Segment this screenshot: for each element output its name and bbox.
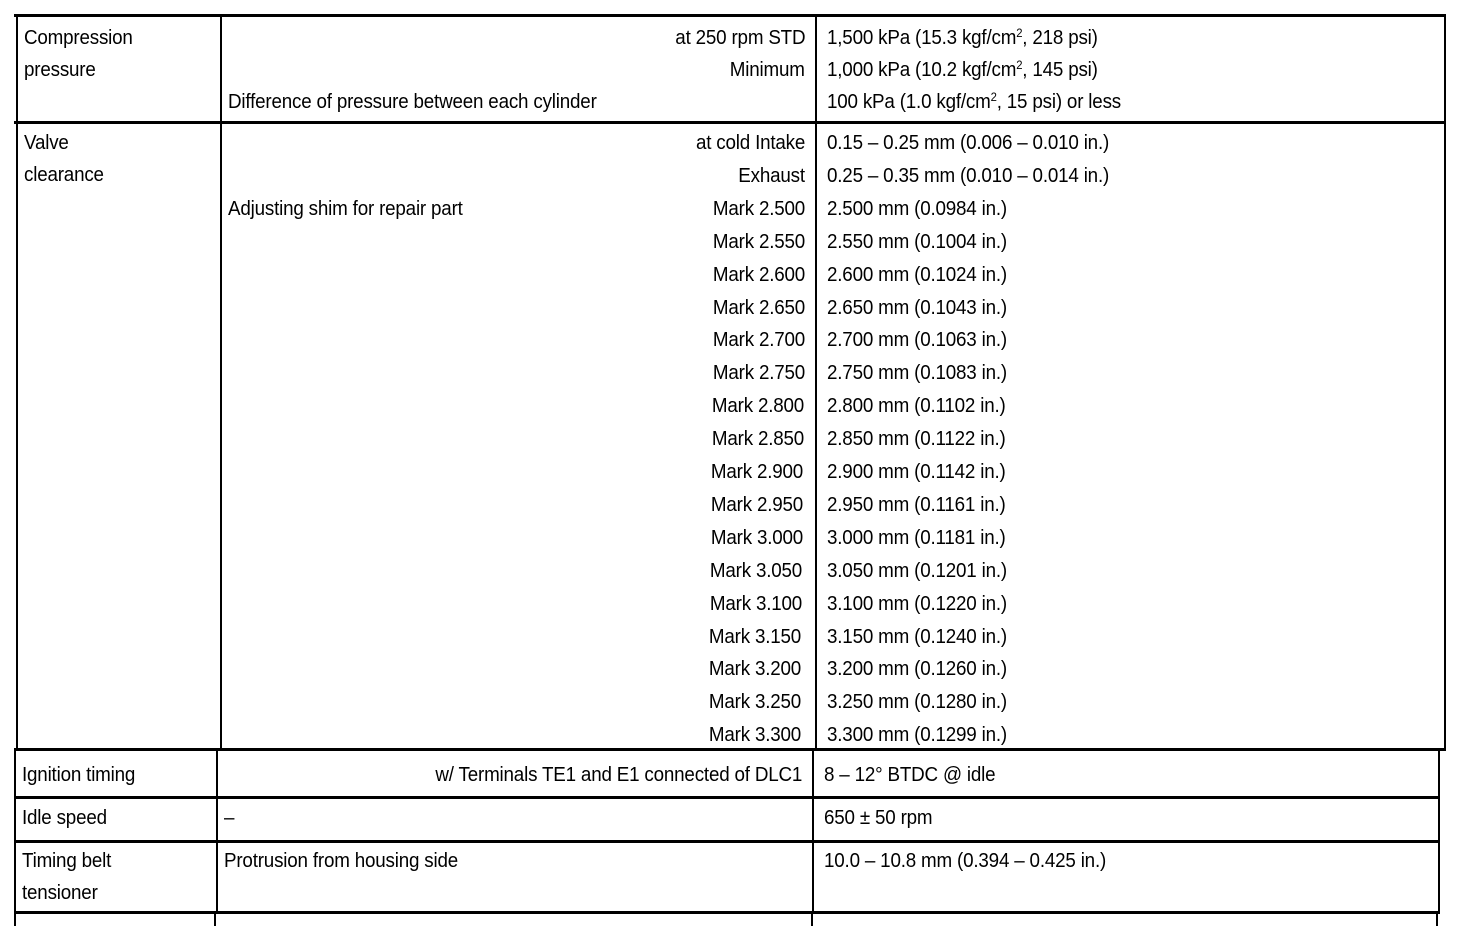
spec-value: 0.15 – 0.25 mm (0.006 – 0.010 in.) bbox=[827, 132, 1110, 154]
condition-label: Mark 3.100 bbox=[709, 592, 802, 615]
column-divider bbox=[16, 121, 18, 750]
condition-label: Mark 2.600 bbox=[712, 263, 805, 286]
spec-value: 3.000 mm (0.1181 in.) bbox=[827, 526, 1006, 549]
condition-label: Mark 2.800 bbox=[712, 395, 805, 418]
spec-value: 100 kPa (1.0 kgf/$cm^2$, 15 psi) or less bbox=[827, 90, 1121, 113]
column-divider bbox=[812, 748, 814, 798]
spec-value: 2.850 mm (0.1122 in.) bbox=[827, 428, 1006, 451]
spec-value: 3.300 mm (0.1299 in.) bbox=[827, 724, 1007, 747]
spec-value: 650 ± 50 rpm bbox=[824, 807, 933, 829]
item-name: Idle speed bbox=[22, 807, 107, 829]
row-divider bbox=[14, 911, 1440, 914]
condition-label: Mark 2.750 bbox=[712, 362, 805, 385]
column-divider bbox=[1438, 840, 1440, 913]
column-divider bbox=[815, 121, 817, 750]
condition-label: Mark 3.000 bbox=[710, 526, 803, 549]
spec-value: 2.950 mm (0.1161 in.) bbox=[827, 493, 1006, 516]
row-divider bbox=[14, 14, 1446, 17]
condition-label: – bbox=[224, 807, 235, 829]
spec-value: 2.500 mm (0.0984 in.) bbox=[827, 197, 1007, 220]
spec-value: 3.200 mm (0.1260 in.) bbox=[827, 658, 1007, 681]
spec-value: 0.25 – 0.35 mm (0.010 – 0.014 in.) bbox=[827, 164, 1110, 187]
column-divider bbox=[1444, 121, 1446, 750]
column-divider bbox=[1438, 748, 1440, 798]
item-name: Compression bbox=[24, 27, 133, 49]
column-divider bbox=[1436, 911, 1438, 926]
spec-value: 2.650 mm (0.1043 in.) bbox=[827, 296, 1007, 319]
condition-label: Difference of pressure between each cylinder bbox=[228, 91, 597, 113]
condition-label: Mark 2.650 bbox=[712, 296, 805, 319]
item-name: Valve bbox=[24, 132, 69, 154]
item-name: Ignition timing bbox=[22, 764, 136, 786]
condition-label: Minimum bbox=[730, 59, 805, 81]
condition-label: Mark 3.200 bbox=[708, 658, 801, 681]
column-divider bbox=[14, 840, 16, 913]
spec-value: 2.550 mm (0.1004 in.) bbox=[827, 230, 1007, 253]
condition-label: Mark 2.900 bbox=[711, 461, 804, 483]
column-divider bbox=[811, 911, 813, 926]
spec-value: 1,000 kPa (10.2 kgf/$cm^2$, 145 psi) bbox=[827, 58, 1098, 81]
column-divider bbox=[812, 840, 814, 913]
column-divider bbox=[216, 840, 218, 913]
column-divider bbox=[214, 911, 216, 926]
item-name: tensioner bbox=[22, 882, 98, 904]
column-divider bbox=[1444, 14, 1446, 123]
item-name: Timing belt bbox=[22, 850, 112, 872]
column-divider bbox=[216, 796, 218, 842]
condition-label: Mark 3.050 bbox=[710, 559, 803, 582]
condition-label: Mark 3.250 bbox=[708, 691, 801, 714]
spec-value: 3.250 mm (0.1280 in.) bbox=[827, 691, 1007, 714]
column-divider bbox=[16, 14, 18, 123]
spec-value: 2.600 mm (0.1024 in.) bbox=[827, 263, 1007, 286]
spec-value: 3.150 mm (0.1240 in.) bbox=[827, 625, 1007, 648]
condition-label: Mark 3.300 bbox=[708, 724, 801, 747]
item-name: pressure bbox=[24, 59, 96, 81]
column-divider bbox=[220, 14, 222, 123]
row-divider bbox=[14, 796, 1440, 799]
spec-value: 2.800 mm (0.1102 in.) bbox=[827, 395, 1006, 418]
column-divider bbox=[812, 796, 814, 842]
column-divider bbox=[1438, 796, 1440, 842]
spec-value: 2.900 mm (0.1142 in.) bbox=[827, 461, 1006, 483]
column-divider bbox=[216, 748, 218, 798]
column-divider bbox=[14, 911, 16, 926]
condition-label: Protrusion from housing side bbox=[224, 850, 459, 872]
column-divider bbox=[220, 121, 222, 750]
spec-value: 2.750 mm (0.1083 in.) bbox=[827, 362, 1007, 385]
condition-label: Mark 2.950 bbox=[710, 493, 803, 516]
condition-label: Mark 3.150 bbox=[709, 625, 802, 648]
condition-label: Mark 2.500 bbox=[712, 197, 805, 220]
column-divider bbox=[14, 748, 16, 798]
condition-label: at 250 rpm STD bbox=[674, 27, 805, 49]
condition-label: w/ Terminals TE1 and E1 connected of DLC1 bbox=[435, 764, 802, 786]
condition-label: Mark 2.850 bbox=[711, 428, 804, 451]
spec-value: 3.100 mm (0.1220 in.) bbox=[827, 592, 1007, 615]
spec-value: 8 – 12° BTDC @ idle bbox=[824, 764, 996, 786]
row-divider bbox=[14, 121, 1446, 124]
condition-label: at cold Intake bbox=[695, 132, 805, 154]
spec-value: 1,500 kPa (15.3 kgf/$cm^2$, 218 psi) bbox=[827, 26, 1098, 49]
item-name: clearance bbox=[24, 164, 104, 186]
condition-label: Adjusting shim for repair part bbox=[228, 197, 463, 220]
spec-value: 2.700 mm (0.1063 in.) bbox=[827, 329, 1007, 352]
condition-label: Mark 2.700 bbox=[712, 329, 805, 352]
column-divider bbox=[14, 796, 16, 842]
spec-value: 10.0 – 10.8 mm (0.394 – 0.425 in.) bbox=[824, 850, 1107, 872]
condition-label: Mark 2.550 bbox=[712, 230, 805, 253]
spec-value: 3.050 mm (0.1201 in.) bbox=[827, 559, 1007, 582]
column-divider bbox=[815, 14, 817, 123]
row-divider bbox=[14, 748, 1446, 751]
condition-label: Exhaust bbox=[738, 164, 805, 187]
row-divider bbox=[14, 840, 1440, 843]
